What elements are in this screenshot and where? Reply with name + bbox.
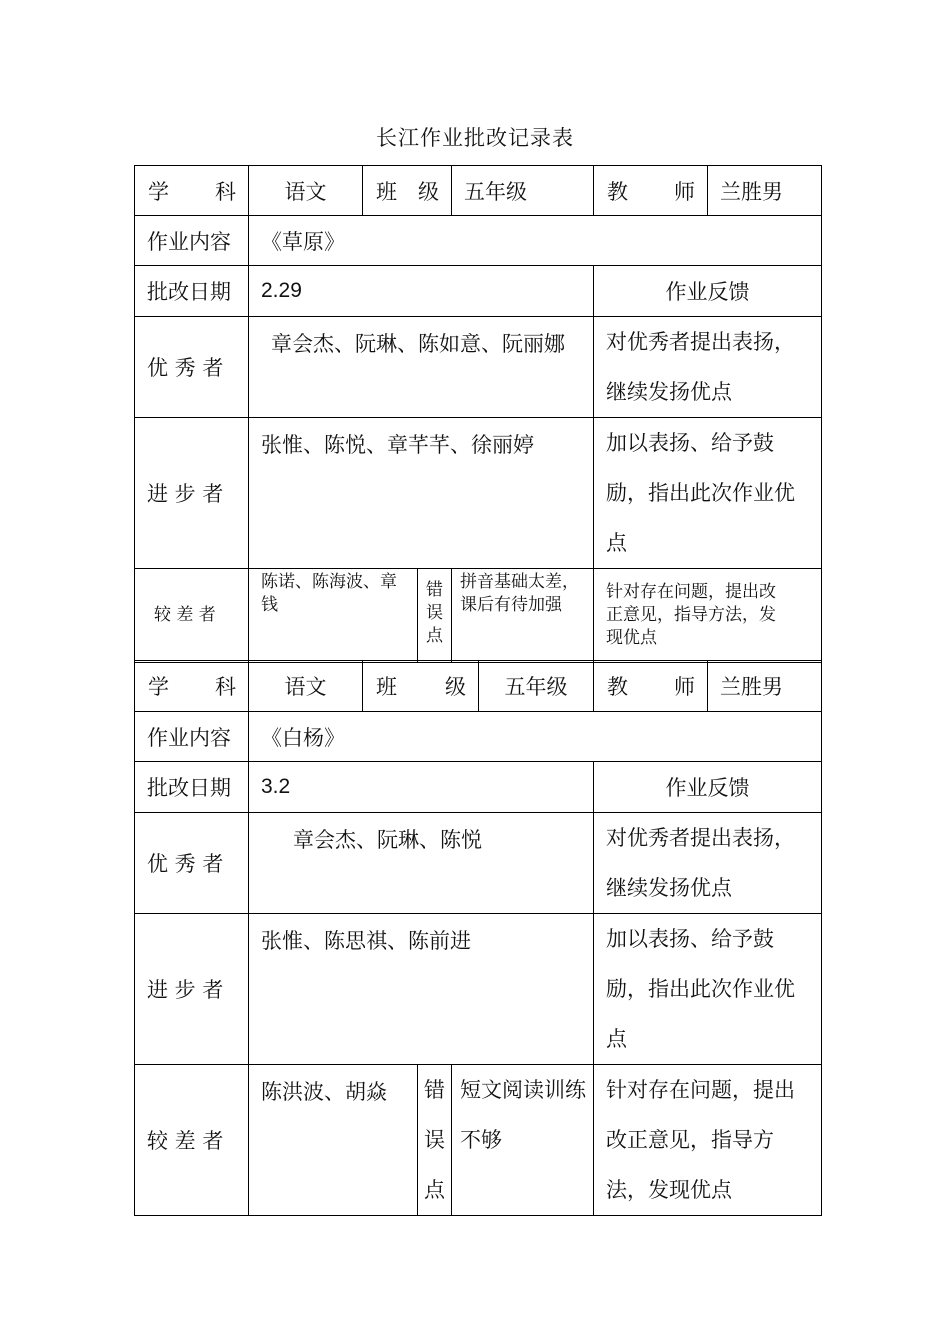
poor-feedback: 针对存在问题，提出 改正意见，指导方 法，发现优点 (594, 1065, 822, 1216)
teacher-label: 教 师 (594, 166, 708, 216)
excellent-label: 优 秀 者 (135, 813, 249, 914)
progress-feedback: 加以表扬、给予鼓 励，指出此次作业优 点 (594, 914, 822, 1065)
progress-label: 进 步 者 (135, 418, 249, 569)
error-point-label: 错 误 点 (418, 569, 452, 663)
progress-names: 张惟、陈思祺、陈前进 (249, 914, 594, 1065)
poor-feedback: 针对存在问题，提出改 正意见，指导方法，发 现优点 (594, 569, 822, 663)
teacher-value: 兰胜男 (708, 661, 822, 712)
class-value: 五年级 (452, 166, 594, 216)
excellent-names: 章会杰、阮琳、陈如意、阮丽娜 (249, 317, 594, 418)
content-value: 《白杨》 (249, 712, 822, 762)
error-point-detail: 拼音基础太差， 课后有待加强 (452, 569, 594, 663)
record-table-2 (134, 660, 822, 1216)
excellent-label: 优 秀 者 (135, 317, 249, 418)
feedback-label: 作业反馈 (594, 762, 822, 813)
class-value: 五年级 (479, 661, 594, 712)
poor-names: 陈洪波、胡焱 (249, 1065, 418, 1216)
poor-names: 陈诺、陈海波、章 钱 (249, 569, 418, 663)
page-title: 长江作业批改记录表 (376, 126, 574, 150)
class-label: 班 级 (363, 661, 479, 712)
content-label: 作业内容 (135, 712, 249, 762)
feedback-label: 作业反馈 (594, 266, 822, 317)
date-label: 批改日期 (135, 266, 249, 317)
class-label: 班 级 (363, 166, 452, 216)
teacher-label: 教 师 (594, 661, 708, 712)
excellent-feedback: 对优秀者提出表扬， 继续发扬优点 (594, 317, 822, 418)
subject-value: 语文 (249, 661, 363, 712)
teacher-value: 兰胜男 (708, 166, 822, 216)
content-label: 作业内容 (135, 216, 249, 266)
poor-label: 较 差 者 (135, 1065, 249, 1216)
date-label: 批改日期 (135, 762, 249, 813)
subject-value: 语文 (249, 166, 363, 216)
progress-names: 张惟、陈悦、章芊芊、徐丽婷 (249, 418, 594, 569)
subject-label: 学 科 (135, 166, 249, 216)
record-table-1 (134, 165, 822, 663)
error-point-detail: 短文阅读训练 不够 (452, 1065, 594, 1216)
date-value: 3.2 (249, 762, 594, 813)
poor-label: 较 差 者 (135, 569, 249, 663)
date-value: 2.29 (249, 266, 594, 317)
content-value: 《草原》 (249, 216, 822, 266)
error-point-label: 错 误 点 (418, 1065, 452, 1216)
progress-feedback: 加以表扬、给予鼓 励，指出此次作业优 点 (594, 418, 822, 569)
excellent-feedback: 对优秀者提出表扬， 继续发扬优点 (594, 813, 822, 914)
subject-label: 学 科 (135, 661, 249, 712)
excellent-names: 章会杰、阮琳、陈悦 (249, 813, 594, 914)
progress-label: 进 步 者 (135, 914, 249, 1065)
